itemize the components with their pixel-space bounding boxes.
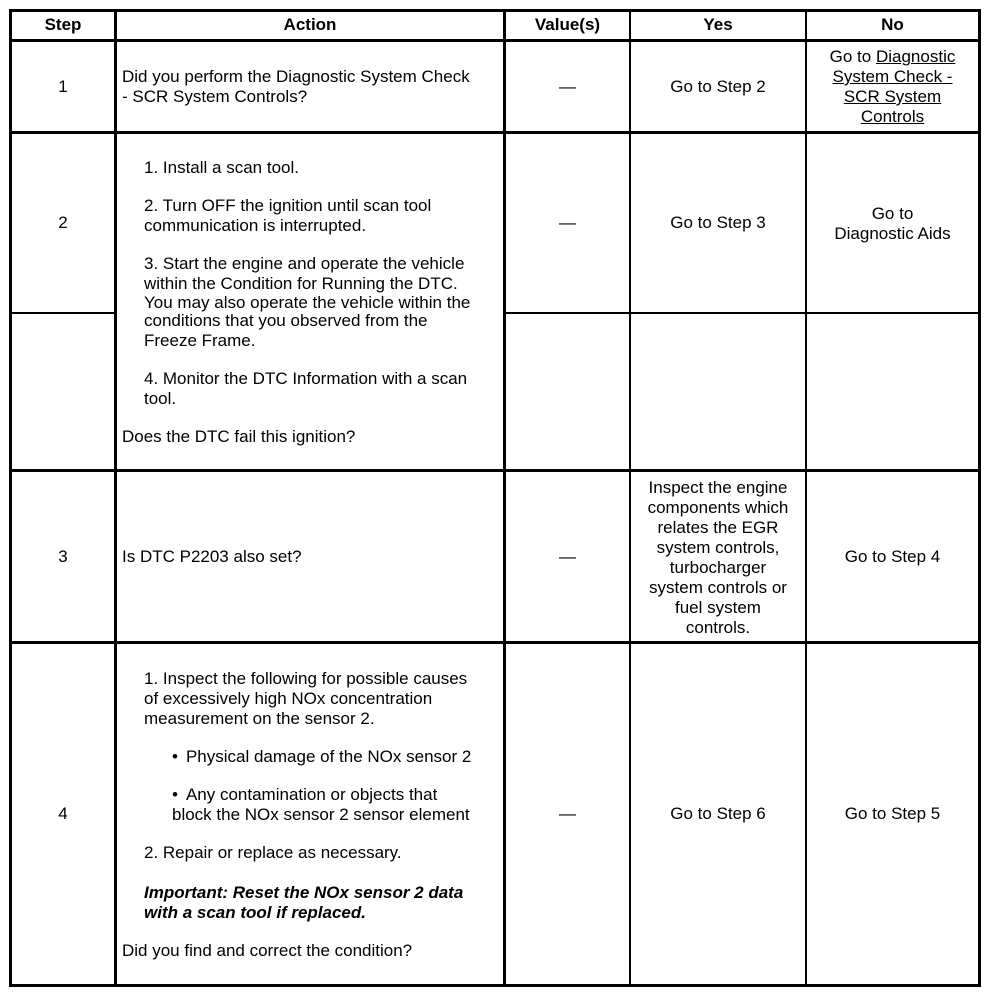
row4-important-line1: Important: Reset the NOx sensor 2 data (144, 883, 464, 902)
row1-no-prefix: Go to (829, 47, 872, 66)
row4-substep2: 2. Repair or replace as necessary. (144, 843, 402, 862)
row4-bullet2-text: Any contamination or objects that (185, 785, 438, 804)
header-no: No (881, 15, 904, 34)
header-values: Value(s) (534, 15, 601, 34)
row3-step: 3 (58, 547, 68, 566)
row2-substep3-line5: Freeze Frame. (144, 331, 256, 350)
row4-substep1-line1: 1. Inspect the following for possible causes (144, 669, 468, 688)
row-divider-header (9, 39, 981, 42)
row3-no: Go to Step 4 (844, 547, 941, 566)
row4-bullet2-line2: block the NOx sensor 2 sensor element (172, 805, 470, 824)
row2-step: 2 (58, 213, 68, 232)
row4-no: Go to Step 5 (844, 804, 941, 823)
row4-important-line2: with a scan tool if replaced. (144, 903, 366, 922)
table-border-right (978, 9, 981, 987)
row2-substep3-line3: You may also operate the vehicle within the (144, 293, 471, 312)
row4-yes: Go to Step 6 (670, 804, 766, 823)
row1-question-line1: Did you perform the Diagnostic System Check (122, 67, 470, 86)
col-divider-4 (805, 9, 807, 987)
row1-step: 1 (58, 77, 68, 96)
row2-substep3-line2: within the Condition for Running the DTC. (144, 274, 458, 293)
col-divider-1 (114, 9, 117, 987)
row2-substep2-line1: 2. Turn OFF the ignition until scan tool (144, 196, 432, 215)
row1-no-link-part1[interactable]: Diagnostic (875, 47, 956, 66)
row2-yes: Go to Step 3 (670, 213, 766, 232)
bullet-icon (172, 747, 186, 766)
row2-substep4-line1: 4. Monitor the DTC Information with a scan (144, 369, 468, 388)
row3-yes-line5: turbocharger (669, 558, 767, 577)
header-yes: Yes (703, 15, 733, 34)
row2-substep3-line1: 3. Start the engine and operate the vehicle (144, 254, 465, 273)
row-divider-2-left (9, 312, 116, 314)
bullet-icon (172, 785, 186, 804)
row3-yes-line7: fuel system (675, 598, 761, 617)
header-action: Action (283, 15, 337, 34)
row2-question: Does the DTC fail this ignition? (122, 427, 356, 446)
row3-value: — (559, 547, 576, 566)
row-divider-4 (9, 641, 981, 644)
row3-yes-line1: Inspect the engine (648, 478, 788, 497)
row2-substep2-line2: communication is interrupted. (144, 216, 367, 235)
row3-yes-line2: components which (647, 498, 789, 517)
row2-substep1: 1. Install a scan tool. (144, 158, 299, 177)
row4-substep1-line3: measurement on the sensor 2. (144, 709, 375, 728)
row4-question: Did you find and correct the condition? (122, 941, 413, 960)
row1-value: — (559, 77, 576, 96)
row4-bullet2-line1 (172, 785, 437, 805)
row1-yes: Go to Step 2 (670, 77, 766, 96)
row4-bullet1 (172, 747, 471, 767)
row1-no-line1 (807, 47, 978, 67)
row4-step: 4 (58, 804, 68, 823)
row2-no-line2: Diagnostic Aids (834, 224, 951, 243)
header-step: Step (44, 15, 82, 34)
row3-yes-line3: relates the EGR (657, 518, 779, 537)
table-border-left (9, 9, 12, 987)
row2-no-line1: Go to (871, 204, 914, 223)
row3-question: Is DTC P2203 also set? (122, 547, 302, 566)
row-divider-2-right (503, 312, 981, 314)
row4-value: — (559, 804, 576, 823)
row1-question-line2: - SCR System Controls? (122, 87, 308, 106)
row1-no-link-part2[interactable]: System Check - (832, 67, 953, 86)
row1-no-link-part3[interactable]: SCR System (843, 87, 942, 106)
table-border-top (9, 9, 981, 12)
row1-no-link-part4[interactable]: Controls (860, 107, 925, 126)
row2-value: — (559, 213, 576, 232)
row2-substep4-line2: tool. (144, 389, 177, 408)
row4-bullet1-text: Physical damage of the NOx sensor 2 (185, 747, 472, 766)
row4-substep1-line2: of excessively high NOx concentration (144, 689, 433, 708)
col-divider-2 (503, 9, 506, 987)
row3-yes-line4: system controls, (656, 538, 780, 557)
table-border-bottom (9, 984, 981, 987)
row-divider-3 (9, 469, 981, 472)
row3-yes-line6: system controls or (649, 578, 787, 597)
row2-substep3-line4: conditions that you observed from the (144, 311, 428, 330)
row-divider-1 (9, 131, 981, 134)
row3-yes-line8: controls. (685, 618, 751, 637)
